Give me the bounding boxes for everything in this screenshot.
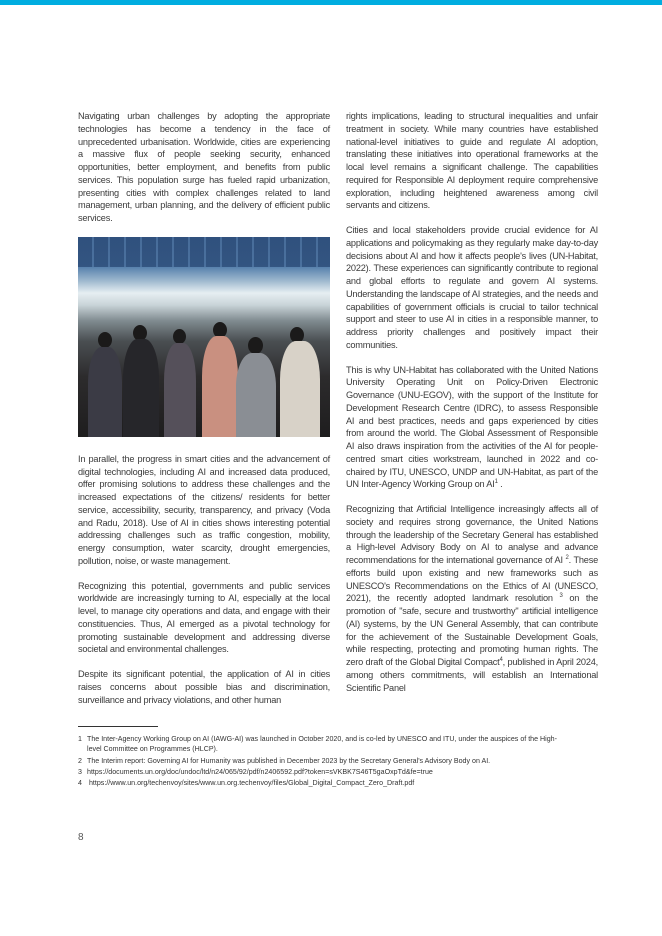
text: . These efforts build upon existing and new frameworks such as UNESCO's Recommendations on the Ethics of AI (UNESCO, 2021), the recently adopted landmark resolution xyxy=(346,555,598,604)
body-paragraph xyxy=(346,503,598,694)
left-column xyxy=(78,110,330,718)
footnote-ref[interactable]: 4 xyxy=(499,656,503,663)
footnote-ref[interactable]: 2 xyxy=(565,554,569,561)
body-paragraph: Navigating urban challenges by adopting the appropriate technologies has become a tendency in the face of unprecedented urbanisation. Worldwide, cities are experiencing a massive flux of people seeking security, enhanced opportunities, better employment, and benefits from public services. This population surge has fueled rapid urbanization, presenting cities with complex challenges related to land management, urban planning, and the delivery of efficient public services. xyxy=(78,111,330,223)
footnote xyxy=(78,734,603,754)
right-column xyxy=(346,110,598,706)
footnote-text: The Inter-Agency Working Group on AI (IAWG-AI) was launched in October 2020, and is co-led by UNESCO and ITU, under the auspices of the High- xyxy=(87,735,557,744)
text-columns xyxy=(78,110,598,718)
text: Recognizing that Artificial Intelligence increasingly affects all of society and requires strong governance, the United Nations through the leadership of the Secretary General has established a High-level Advisory Body on AI to analyse and advance recommendations for the international governance of AI xyxy=(346,504,598,565)
text: . xyxy=(497,479,503,490)
person xyxy=(248,337,263,354)
footnote-link[interactable]: https://www.un.org/techenvoy/sites/www.un.org.techenvoy/files/Global_Digital_Compact_Zero_Draft.pdf xyxy=(87,779,415,788)
footnote-number: 2 xyxy=(78,756,82,765)
footnote-text: level Committee on Programmes (HLCP). xyxy=(87,745,218,754)
text: , published in April 2024, among others commitments, will establish an International Scientific Panel xyxy=(346,657,598,693)
footnote xyxy=(78,756,603,766)
person xyxy=(123,339,159,437)
footnote xyxy=(78,778,603,788)
body-paragraph: Cities and local stakeholders provide crucial evidence for AI applications and policymaking as they regularly make day-to-day decisions about AI and how it affects people's lives (UN-Habitat, 2022). These experiences can significantly contribute to regional and global efforts to regulate and govern AI systems. Understanding the landscape of AI strategies, and the needs and capabilities of government officials is crucial to tailor technical support and steer to use AI in cities in a responsible manner, to address priority challenges and positively impact their communities. xyxy=(346,225,598,350)
text: This is why UN-Habitat has collaborated with the United Nations University Operating Unit on Policy-Driven Electronic Governance (UNU-EGOV), with the support of the Institute for Development Research Centre (IDRC), to assess Responsible AI and best practices, needs and gaps experienced by cities from around the world. The Global Assessment of Responsible AI also draws inspiration from the activities of the AI for people-centred smart cities workstream, launched in 2022 and co-chaired by ITU, UNESCO, UNDP and UN-Habitat, as part of the UN Inter-Agency Working Group on AI xyxy=(346,364,598,490)
crowd-photo xyxy=(78,237,330,437)
footnote xyxy=(78,767,603,777)
station-roof xyxy=(78,237,330,267)
footnote-number: 4 xyxy=(78,779,82,788)
person xyxy=(236,353,276,437)
body-paragraph xyxy=(346,364,598,492)
footnote-text: The Interim report: Governing AI for Humanity was published in December 2023 by the Secretary General's Advisory Body on AI. xyxy=(87,756,491,765)
page-number: 8 xyxy=(78,832,84,844)
person xyxy=(173,329,186,344)
body-paragraph: Recognizing this potential, governments and public services worldwide are increasingly turning to AI, especially at the local level, to manage city operations and data, and engage with their constituencies. Thus, AI emerged as a pivotal technology for promoting sustainable development and addressing diverse societal and environmental challenges. xyxy=(78,580,330,655)
footnote-link[interactable]: https://documents.un.org/doc/undoc/ltd/n24/065/92/pdf/n2406592.pdf?token=sVKBK7S46T5gaOxpTd&fe=true xyxy=(87,767,433,776)
person xyxy=(88,347,122,437)
body-paragraph: rights implications, leading to structural inequalities and unfair treatment in society. While many countries have established national-level initiatives to guide and regulate AI adoption, translating these initiatives into operational frameworks at the local level remains a significant challenge. The capabilities required for Responsible AI deployment require comprehensive exploration, including heightened awareness among civil servants and citizens. xyxy=(346,111,598,211)
footnote-number: 3 xyxy=(78,767,82,776)
text: on the promotion of "safe, secure and trustworthy" artificial intelligence (AI) systems, by the UN General Assembly, that can contribute for the achievement of the Sustainable Development Goals, while respecting, protecting and promoting human rights. The zero draft of the Global Digital Compact xyxy=(346,593,598,667)
person xyxy=(164,343,196,437)
body-paragraph: Despite its significant potential, the application of AI in cities raises concerns about possible bias and discrimination, surveillance and privacy violations, and other human xyxy=(78,669,330,705)
footnote-ref[interactable]: 1 xyxy=(494,479,498,486)
person xyxy=(202,336,238,437)
footnote-divider xyxy=(78,726,158,727)
footnote-ref[interactable]: 3 xyxy=(559,593,563,600)
footnote-number: 1 xyxy=(78,735,82,744)
footnotes xyxy=(78,726,603,788)
body-paragraph: In parallel, the progress in smart cities and the advancement of digital technologies, including AI and increased data produced, offer promising solutions to address these challenges and the increased expectations of the citizens/ residents for better service, accessibility, security, transparency, and privacy (Voda and Radu, 2018). Use of AI in cities shows interesting potential addressing challenges such as traffic congestion, mobility, energy consumption, water scarcity, drought emergencies, pollution, noise, or waste management. xyxy=(78,453,330,566)
person xyxy=(98,332,112,348)
person xyxy=(280,341,320,437)
